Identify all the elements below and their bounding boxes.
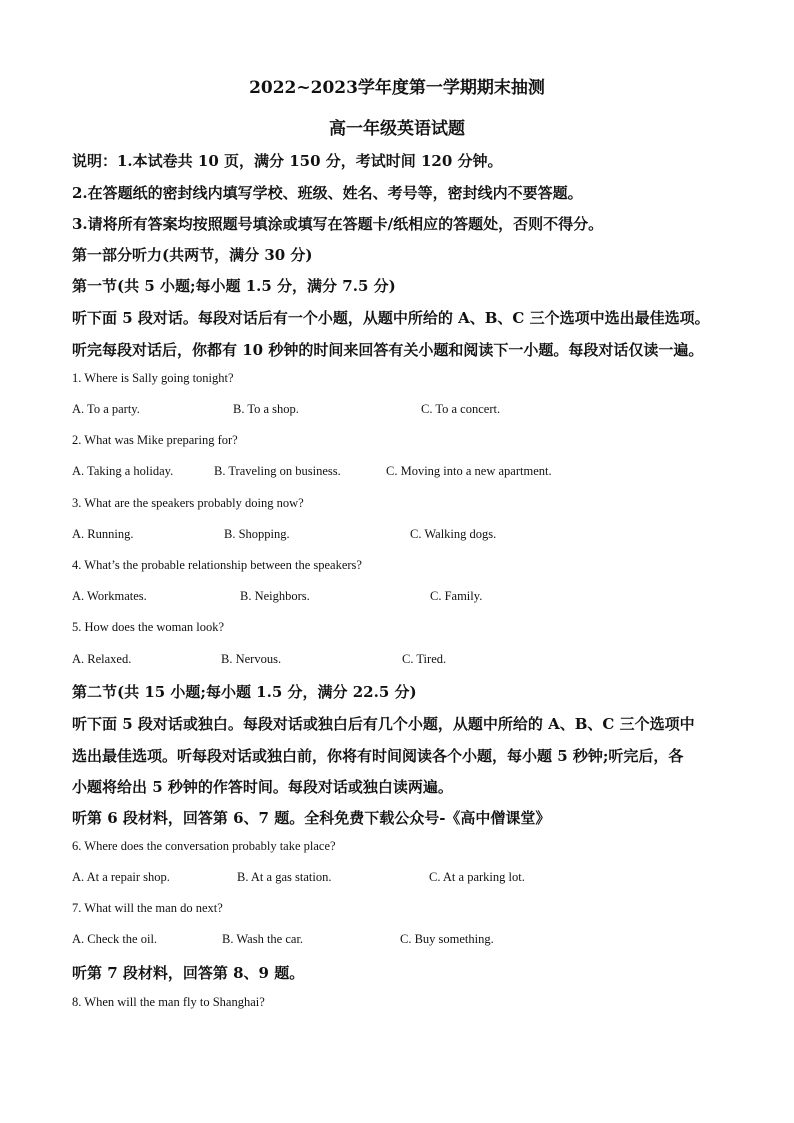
section1-heading: 第一节(共 5 小题;每小题 1.5 分，满分 7.5 分)	[72, 277, 396, 295]
question-7-stem: 7. What will the man do next?	[72, 901, 223, 915]
question-3-option-c: C. Walking dogs.	[410, 527, 497, 541]
question-4-option-c: C. Family.	[430, 589, 483, 603]
instruction-line-3: 3.请将所有答案均按照题号填涂或填写在答题卡/纸相应的答题处，否则不得分。	[72, 215, 604, 233]
section1-directions-line-2: 听完每段对话后，你都有 10 秒钟的时间来回答有关小题和阅读下一小题。每段对话仅读一遍。	[72, 341, 704, 359]
question-7-option-a: A. Check the oil.	[72, 932, 158, 946]
section1-directions-line-1: 听下面 5 段对话。每段对话后有一个小题，从题中所给的 A、B、C 三个选项中选出最佳选项。	[72, 309, 710, 327]
question-5-option-c: C. Tired.	[402, 652, 447, 666]
question-3-option-b: B. Shopping.	[224, 527, 290, 541]
question-6-option-b: B. At a gas station.	[237, 870, 332, 884]
part1-heading: 第一部分听力(共两节，满分 30 分)	[72, 246, 313, 264]
question-6-stem: 6. Where does the conversation probably take place?	[72, 839, 336, 853]
question-3-stem: 3. What are the speakers probably doing now?	[72, 496, 304, 510]
instruction-line-1: 说明：1.本试卷共 10 页，满分 150 分，考试时间 120 分钟。	[72, 152, 503, 170]
section2-heading: 第二节(共 15 小题;每小题 1.5 分，满分 22.5 分)	[72, 683, 417, 701]
question-6-option-a: A. At a repair shop.	[72, 870, 170, 884]
material-7-heading: 听第 7 段材料，回答第 8、9 题。	[72, 964, 305, 982]
section2-directions-line-2: 选出最佳选项。听每段对话或独白前，你将有时间阅读各个小题，每小题 5 秒钟;听完后，各	[72, 747, 684, 765]
material-6-heading: 听第 6 段材料，回答第 6、7 题。全科免费下载公众号-《高中僧课堂》	[72, 809, 551, 827]
question-2-option-a: A. Taking a holiday.	[72, 464, 174, 478]
question-1-option-c: C. To a concert.	[421, 402, 501, 416]
question-1-option-b: B. To a shop.	[233, 402, 299, 416]
section2-directions-line-3: 小题将给出 5 秒钟的作答时间。每段对话或独白读两遍。	[72, 778, 453, 796]
question-4-option-a: A. Workmates.	[72, 589, 147, 603]
question-7-option-c: C. Buy something.	[400, 932, 494, 946]
question-5-stem: 5. How does the woman look?	[72, 620, 225, 634]
exam-subtitle: 高一年级英语试题	[329, 119, 465, 139]
question-3-option-a: A. Running.	[72, 527, 134, 541]
question-5-option-b: B. Nervous.	[221, 652, 282, 666]
section2-directions-line-1: 听下面 5 段对话或独白。每段对话或独白后有几个小题，从题中所给的 A、B、C 三个选项中	[72, 715, 695, 733]
question-4-option-b: B. Neighbors.	[240, 589, 310, 603]
question-1-option-a: A. To a party.	[72, 402, 140, 416]
question-4-stem: 4. What’s the probable relationship between the speakers?	[72, 558, 362, 572]
question-2-option-c: C. Moving into a new apartment.	[386, 464, 552, 478]
instruction-line-2: 2.在答题纸的密封线内填写学校、班级、姓名、考号等，密封线内不要答题。	[72, 184, 583, 202]
question-8-stem: 8. When will the man fly to Shanghai?	[72, 995, 265, 1009]
question-6-option-c: C. At a parking lot.	[429, 870, 525, 884]
question-5-option-a: A. Relaxed.	[72, 652, 132, 666]
question-1-stem: 1. Where is Sally going tonight?	[72, 371, 234, 385]
question-7-option-b: B. Wash the car.	[222, 932, 304, 946]
exam-title: 2022~2023学年度第一学期期末抽测	[249, 78, 545, 98]
question-2-option-b: B. Traveling on business.	[214, 464, 341, 478]
question-2-stem: 2. What was Mike preparing for?	[72, 433, 238, 447]
